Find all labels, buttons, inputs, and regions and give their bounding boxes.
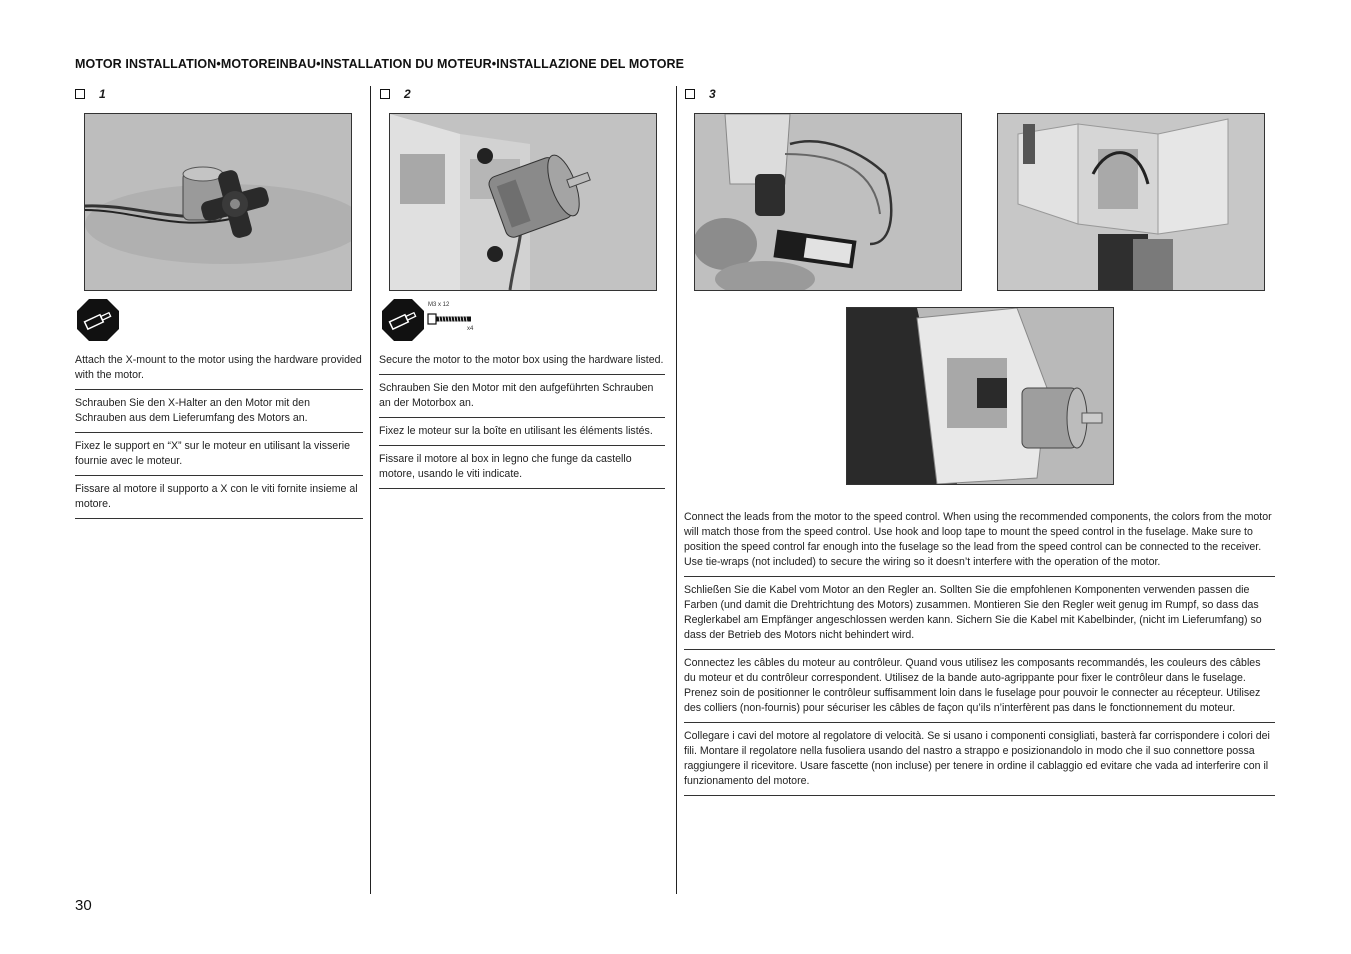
column-divider	[370, 86, 371, 894]
step-2-instructions	[379, 353, 665, 495]
instruction-en: Connect the leads from the motor to the speed control. When using the recommended components, the colors from the motor will match those from the speed control. Use hook and loop tape to mount the speed control in the fuselage. Make sure to position the speed control far enough into the fuselage so the lead from the speed control can be connected to the receiver. Use tie-wraps (not included) to secure the wiring so it doesn’t interfere with the operation of the motor.	[684, 510, 1275, 577]
column-divider	[676, 86, 677, 894]
motor-x-mount-photo	[84, 113, 352, 291]
instruction-en: Attach the X-mount to the motor using the hardware provided with the motor.	[75, 353, 363, 390]
step-number: 2	[404, 87, 411, 101]
step-3-instructions	[684, 510, 1275, 802]
page-title: MOTOR INSTALLATION•MOTOREINBAU•INSTALLATION DU MOTEUR•INSTALLAZIONE DEL MOTORE	[75, 57, 685, 71]
checkbox-icon[interactable]	[380, 89, 390, 99]
speed-control-wiring-photo	[694, 113, 962, 291]
instruction-fr: Connectez les câbles du moteur au contrôleur. Quand vous utilisez les composants recommandés, les couleurs des câbles du moteur et du contrôleur correspondent. Utilisez de la bande auto-agrippante pour fixer le contrôleur dans le fuselage. Prenez soin de positionner le contrôleur suffisamment loin dans le fuselage pour pouvoir le connecter au récepteur. Utilisez des colliers (non-fournis) pour sécuriser les câbles de façon qu’ils n’interfèrent pas dans le fonctionnement du moteur.	[684, 656, 1275, 723]
hardware-size-label: M3 x 12	[428, 302, 450, 308]
step-1-header	[75, 87, 106, 101]
step-number: 3	[709, 87, 716, 101]
instruction-de: Schließen Sie die Kabel vom Motor an den Regler an. Sollten Sie die empfohlenen Komponenten verwenden passen die Farben (und damit die Drehtrichtung des Motors) zusammen. Montieren Sie den Regler weit genug im Rumpf, so dass das Reglerkabel am Empfänger angeschlossen werden kann. Sichern Sie die Kabel mit Kabelbinder, (nicht im Lieferumfang) so dass der Betrieb des Motors nicht behindert wird.	[684, 583, 1275, 650]
motor-box-top-view-photo	[997, 113, 1265, 291]
motor-installed-fuselage-photo	[846, 307, 1114, 485]
page-number: 30	[75, 897, 92, 914]
motor-box-mounting-photo	[389, 113, 657, 291]
step-2-header	[380, 87, 411, 101]
instruction-it: Collegare i cavi del motore al regolatore di velocità. Se si usano i componenti consigliati, basterà far corrispondere i colori dei fili. Montare il regolatore nella fusoliera usando del nastro a strappo e posizionandolo in modo che il suo connettore possa raggiungere il ricevitore. Usare fascette (non incluse) per tenere in ordine il cablaggio ed evitare che vada ad interferire con il funzionamento del motore.	[684, 729, 1275, 796]
step-1-instructions	[75, 353, 363, 525]
checkbox-icon[interactable]	[685, 89, 695, 99]
instruction-de: Schrauben Sie den Motor mit den aufgeführten Schrauben an der Motorbox an.	[379, 381, 665, 418]
step-3-header	[685, 87, 716, 101]
screwdriver-icon	[381, 298, 425, 342]
screwdriver-icon	[76, 298, 120, 342]
hardware-quantity: x4	[467, 326, 474, 332]
instruction-fr: Fixez le moteur sur la boîte en utilisant les éléments listés.	[379, 424, 665, 446]
instruction-it: Fissare il motore al box in legno che funge da castello motore, usando le viti indicate.	[379, 452, 665, 489]
instruction-fr: Fixez le support en “X” sur le moteur en utilisant la visserie fournie avec le moteur.	[75, 439, 363, 476]
instruction-it: Fissare al motore il supporto a X con le viti fornite insieme al motore.	[75, 482, 363, 519]
checkbox-icon[interactable]	[75, 89, 85, 99]
instruction-de: Schrauben Sie den X-Halter an den Motor mit den Schrauben aus dem Lieferumfang des Motors an.	[75, 396, 363, 433]
screw-icon	[427, 313, 473, 325]
instruction-en: Secure the motor to the motor box using the hardware listed.	[379, 353, 665, 375]
step-number: 1	[99, 87, 106, 101]
